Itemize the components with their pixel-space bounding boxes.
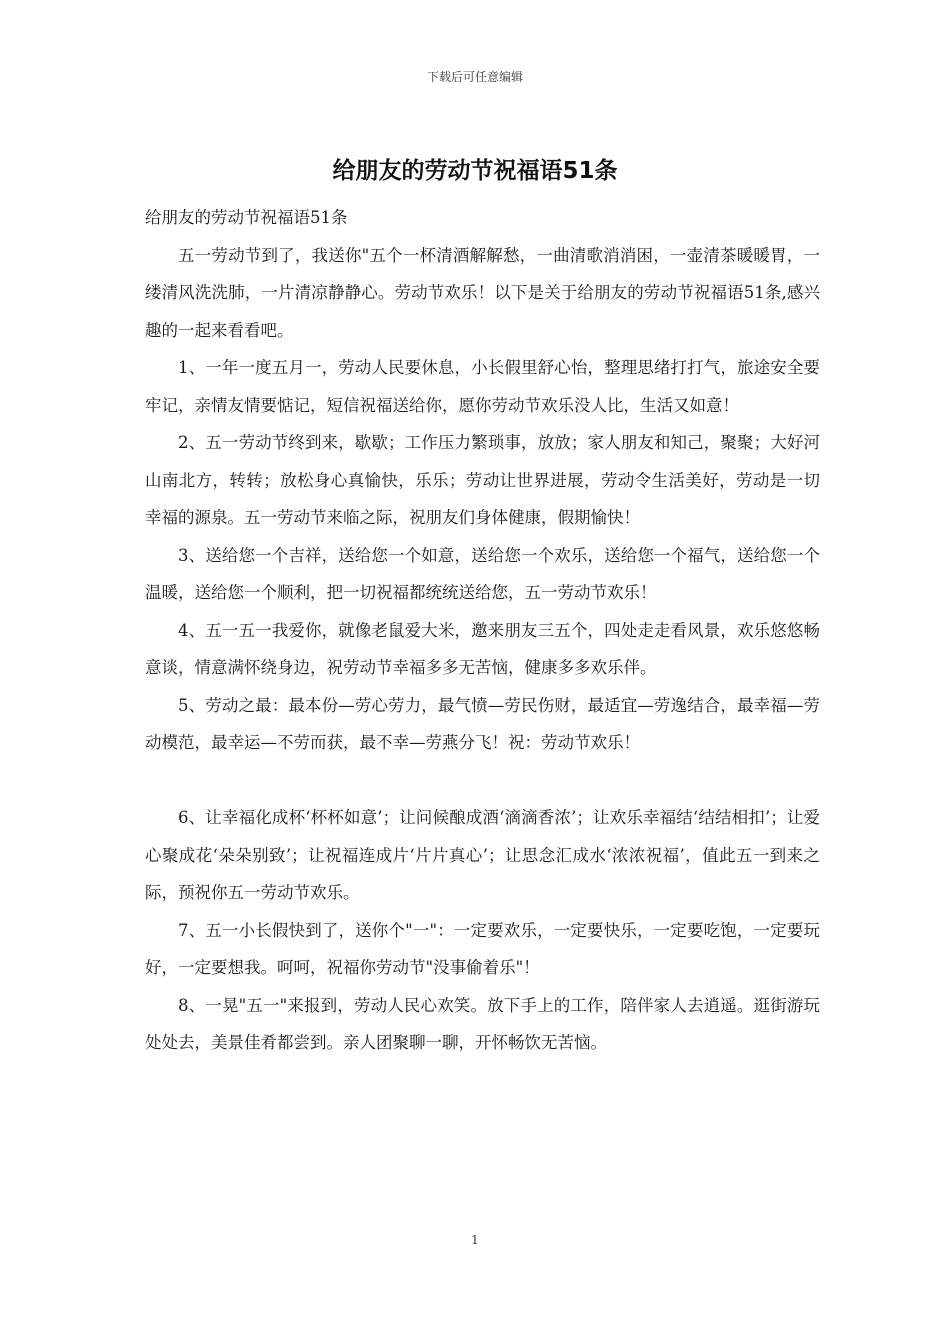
blessing-item-6: 6、让幸福化成杯‘杯杯如意’；让问候酿成酒‘滴滴香浓’；让欢乐幸福结‘结结相扣’；让爱心聚成花‘朵朵别致’；让祝福连成片‘片片真心’；让思念汇成水‘浓浓祝福’，值此五一到来之际，预祝你五一劳动节欢乐。: [145, 808, 820, 902]
blank-line: [145, 762, 820, 800]
document-subtitle: 给朋友的劳动节祝福语51条: [145, 208, 348, 227]
blessing-item-4: 4、五一五一我爱你，就像老鼠爱大米，邀来朋友三五个，四处走走看风景，欢乐悠悠畅意谈，情意满怀绕身边，祝劳动节幸福多多无苦恼，健康多多欢乐伴。: [145, 620, 820, 677]
document-body: [145, 199, 820, 1062]
document-title: 给朋友的劳动节祝福语51条: [332, 158, 618, 184]
page-header-note: 下载后可任意编辑: [426, 70, 523, 84]
blessing-item-3: 3、送给您一个吉祥，送给您一个如意，送给您一个欢乐，送给您一个福气，送给您一个温暖，送给您一个顺利，把一切祝福都统统送给您，五一劳动节欢乐！: [145, 545, 820, 602]
blessing-item-2: 2、五一劳动节终到来，歇歇；工作压力繁琐事，放放；家人朋友和知己，聚聚；大好河山南北方，转转；放松身心真愉快，乐乐；劳动让世界进展，劳动令生活美好，劳动是一切幸福的源泉。五一劳动节来临之际，祝朋友们身体健康，假期愉快！: [145, 433, 820, 527]
blessing-item-1: 1、一年一度五月一，劳动人民要休息，小长假里舒心怡，整理思绪打打气，旅途安全要牢记，亲情友情要惦记，短信祝福送给你，愿你劳动节欢乐没人比，生活又如意！: [145, 358, 820, 415]
blessing-item-8: 8、一晃"五一"来报到，劳动人民心欢笑。放下手上的工作，陪伴家人去逍遥。逛街游玩处处去，美景佳肴都尝到。亲人团聚聊一聊，开怀畅饮无苦恼。: [145, 995, 820, 1052]
intro-paragraph: 五一劳动节到了，我送你"五个一杯清酒解解愁，一曲清歌消消困，一壶清茶暖暖胃，一缕清风洗洗肺，一片清凉静静心。劳动节欢乐！以下是关于给朋友的劳动节祝福语51条,感兴趣的一起来看看吧。: [145, 245, 820, 340]
blessing-item-7: 7、五一小长假快到了，送你个"一"：一定要欢乐，一定要快乐，一定要吃饱，一定要玩好，一定要想我。呵呵，祝福你劳动节"没事偷着乐"！: [145, 920, 820, 977]
page-number: 1: [471, 1233, 479, 1247]
blessing-item-5: 5、劳动之最：最本份—劳心劳力，最气愤—劳民伤财，最适宜—劳逸结合，最幸福—劳动模范，最幸运—不劳而获，最不幸—劳燕分飞！祝：劳动节欢乐！: [145, 695, 820, 752]
